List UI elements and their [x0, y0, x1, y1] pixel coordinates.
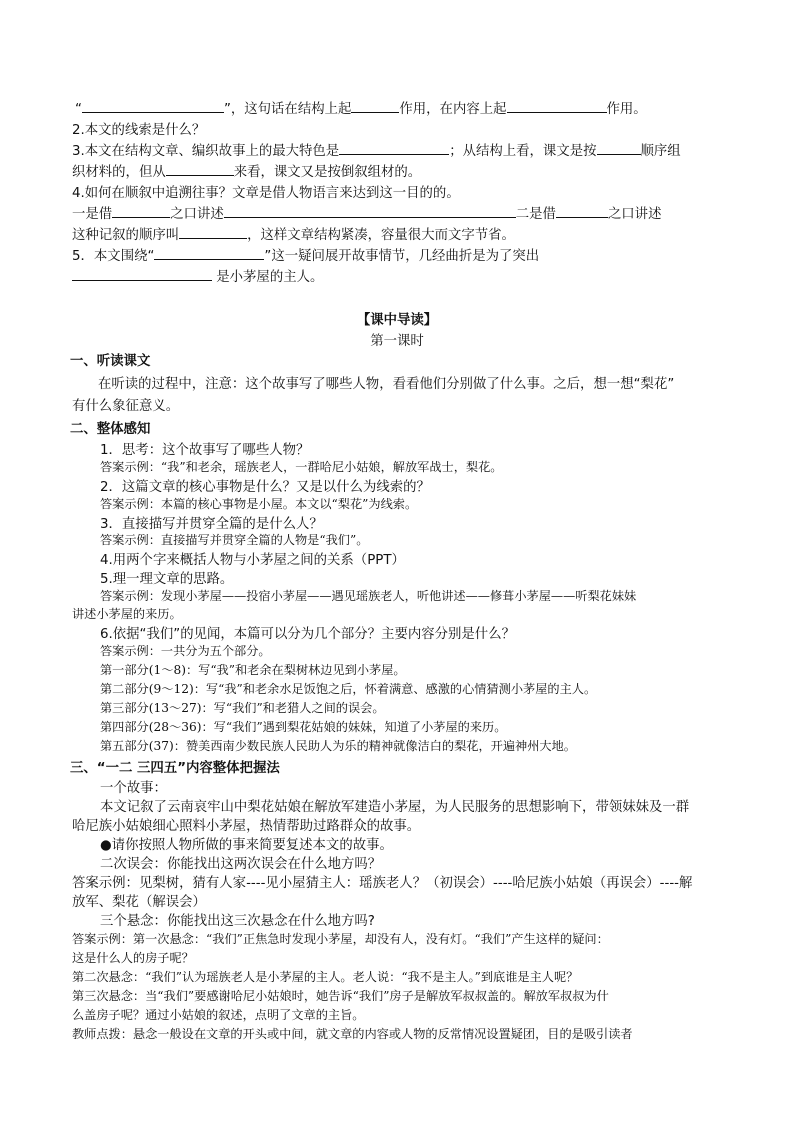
p3-body: ●请你按照人物所做的事来简要复述本文的故事。 [100, 838, 393, 853]
p3-subhead: 一个故事： [100, 781, 167, 796]
p3-body: 哈尼族小姑娘细心照料小茅屋，热情帮助过路群众的故事。 [72, 819, 421, 834]
q2-line: 2.本文的线索是什么？ [72, 123, 206, 138]
p3-answer: 教师点拨：悬念一般设在文章的开头或中间，就文章的内容或人物的反常情况设置疑团，目的是吸引读者 [72, 1027, 633, 1041]
p2-answer: 答案示例：直接描写并贯穿全篇的人物是“我们”。 [100, 533, 369, 547]
p1-body: 在听读的过程中，注意：这个故事写了哪些人物，看看他们分别做了什么事。之后，想一想“梨花” [98, 377, 675, 392]
blank [154, 248, 264, 260]
p3-answer: 第三次悬念：当“我们”要感谢哈尼小姑娘时，她告诉“我们”房子是解放军叔叔盖的。解放军叔叔为什 [72, 989, 609, 1003]
q5-line-2: 是小茅屋的主人。 [72, 266, 323, 285]
p3-subhead: 三个悬念：你能找出这三次悬念在什么地方吗? [100, 914, 375, 929]
blank [339, 143, 449, 155]
q3-line: 3.本文在结构文章、编织故事上的最大特色是 ；从结构上看，课文是按 顺序组 [72, 144, 681, 159]
p2-question: 6.依据“我们”的见闻，本篇可以分为几个部分？主要内容分别是什么？ [100, 627, 515, 642]
p3-answer: 么盖房子呢？通过小姑娘的叙述，点明了文章的主旨。 [72, 1008, 365, 1022]
blank [112, 206, 170, 218]
p2-answer: 答案示例：“我”和老余，瑶族老人，一群哈尼小姑娘，解放军战士，梨花。 [100, 460, 503, 474]
heading-3: 三、“一二 三四五”内容整体把握法 [70, 761, 280, 776]
p2-part: 第一部分(1～8)：写“我”和老余在梨树林边见到小茅屋。 [100, 663, 406, 677]
p3-body: 本文记叙了云南哀牢山中梨花姑娘在解放军建造小茅屋，为人民服务的思想影响下，带领妹妹及一群 [100, 800, 690, 815]
q5-line: 5．本文围绕“ ”这一疑问展开故事情节，几经曲折是为了突出 [72, 249, 540, 264]
p2-question: 5.理一理文章的思路。 [100, 572, 234, 587]
blank [166, 164, 234, 176]
p2-question: 4.用两个字来概括人物与小茅屋之间的关系（PPT） [100, 553, 405, 568]
q4-line-3: 这种记叙的顺序叫 ，这样文章结构紧凑，容量很大而文字节省。 [72, 228, 515, 243]
p1-body-2: 有什么象征意义。 [72, 399, 180, 414]
blank [72, 269, 212, 281]
p2-answer: 答案示例：发现小茅屋——投宿小茅屋——遇见瑶族老人，听他讲述——修葺小茅屋——听梨花妹妹 [100, 589, 637, 603]
p2-question: 3．直接描写并贯穿全篇的是什么人？ [100, 517, 323, 532]
q4-line: 4.如何在顺叙中追溯往事？文章是借人物语言来达到这一目的的。 [72, 186, 460, 201]
blank [556, 206, 608, 218]
blank [82, 101, 224, 113]
section-title: 【课中导读】 [356, 313, 438, 328]
p2-part: 第二部分(9～12)：写“我”和老余水足饭饱之后，怀着满意、感激的心情猜测小茅屋的主人。 [100, 682, 597, 696]
heading-2: 二、整体感知 [70, 422, 151, 437]
q1-line: “ ”，这句话在结构上起 作用，在内容上起 作用。 [75, 102, 647, 117]
q3-line-2: 织材料的，但从 来看，课文又是按倒叙组材的。 [72, 165, 422, 180]
p2-part: 第五部分(37)：赞美西南少数民族人民助人为乐的精神就像洁白的梨花，开遍神州大地。 [100, 739, 576, 753]
p2-part: 第四部分(28～36)：写“我们”遇到梨花姑娘的妹妹，知道了小茅屋的来历。 [100, 720, 507, 734]
p2-question: 2．这篇文章的核心事物是什么？又是以什么为线索的？ [100, 480, 430, 495]
p3-body: 放军、梨花（解误会） [72, 895, 206, 910]
blank [351, 101, 399, 113]
p2-question: 1．思考：这个故事写了哪些人物？ [100, 443, 310, 458]
p3-answer: 这是什么人的房子呢？ [72, 951, 194, 965]
p2-answer: 讲述小茅屋的来历。 [72, 607, 182, 621]
p3-body: 答案示例：见梨树，猜有人家----见小屋猜主人：瑶族老人？（初误会）----哈尼族小姑娘（再误会）----解 [72, 876, 693, 891]
lesson-subtitle: 第一课时 [370, 334, 424, 349]
p2-answer: 答案示例：本篇的核心事物是小屋。本文以“梨花”为线索。 [100, 497, 418, 511]
blank [224, 206, 516, 218]
p2-answer: 答案示例：一共分为五个部分。 [100, 644, 271, 658]
blank [179, 227, 247, 239]
blank [597, 143, 641, 155]
heading-1: 一、听读课文 [70, 354, 151, 369]
p2-part: 第三部分(13～27)：写“我们”和老猎人之间的误会。 [100, 701, 385, 715]
blank [507, 101, 607, 113]
q4-line-2: 一是借 之口讲述 二是借 之口讲述 [72, 207, 662, 222]
p3-answer: 第二次悬念：“我们”认为瑶族老人是小茅屋的主人。老人说：“我不是主人。”到底谁是主人呢？ [72, 970, 579, 984]
p3-subhead: 二次误会：你能找出这两次误会在什么地方吗？ [100, 857, 382, 872]
p3-answer: 答案示例：第一次悬念：“我们”正焦急时发现小茅屋，却没有人，没有灯。“我们”产生这样的疑问： [72, 932, 609, 946]
